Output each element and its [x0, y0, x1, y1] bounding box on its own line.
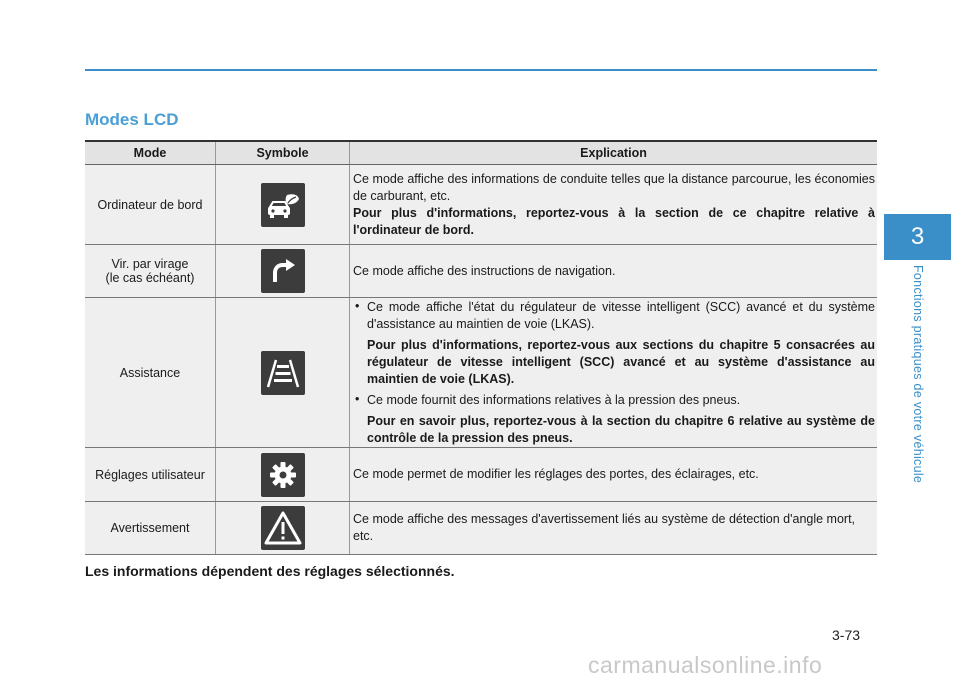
- list-item: [353, 299, 875, 388]
- table-header-row: [85, 141, 877, 165]
- list-item: [353, 392, 875, 447]
- explanation-cell: [350, 298, 878, 448]
- explanation-text: Ce mode affiche des messages d'avertissement liés au système de détection d'angle mort, etc.: [353, 512, 856, 543]
- header-explanation: Explication: [350, 141, 878, 165]
- explanation-cell: [350, 165, 878, 245]
- table-row: [85, 448, 877, 502]
- symbol-cell: [216, 448, 350, 502]
- chapter-side-label: Fonctions pratiques de votre véhicule: [911, 265, 925, 484]
- explanation-cell: [350, 502, 878, 555]
- symbol-cell: [216, 298, 350, 448]
- mode-label-line2: (le cas échéant): [105, 271, 195, 285]
- mode-cell: Assistance: [85, 298, 216, 448]
- explanation-bullets: [353, 299, 875, 447]
- mode-cell: Ordinateur de bord: [85, 165, 216, 245]
- trip-computer-car-leaf-icon: [261, 183, 305, 227]
- section-title: Modes LCD: [85, 110, 179, 129]
- explanation-text: Ce mode permet de modifier les réglages des portes, des éclairages, etc.: [353, 467, 759, 481]
- watermark: carmanualsonline.info: [588, 652, 823, 678]
- bullet-reference: Pour plus d'informations, reportez-vous aux sections du chapitre 5 consacrées au régulateur de vitesse intelligent (SCC) avancé et au système d'assistance au maintien de voie (LKAS).: [367, 337, 875, 386]
- mode-label-line1: Vir. par virage: [111, 257, 189, 271]
- footer-note: Les informations dépendent des réglages sélectionnés.: [85, 563, 455, 579]
- bullet-reference: Pour en savoir plus, reportez-vous à la section du chapitre 6 relative au système de contrôle de la pression des pneus.: [367, 413, 875, 445]
- table-row: [85, 502, 877, 555]
- header-mode: Mode: [85, 141, 216, 165]
- turn-arrow-icon: [261, 249, 305, 293]
- explanation-text: Ce mode affiche des instructions de navigation.: [353, 263, 616, 278]
- page-number: 3-73: [832, 627, 861, 643]
- bullet-text: • Ce mode fournit des informations relatives à la pression des pneus.: [367, 392, 741, 407]
- symbol-cell: [216, 165, 350, 245]
- mode-cell: [85, 245, 216, 298]
- table-row: [85, 245, 877, 298]
- warning-triangle-icon: [261, 506, 305, 550]
- explanation-text: Ce mode affiche des informations de conduite telles que la distance parcourue, les économies de carburant, etc.: [353, 171, 875, 203]
- explanation-cell: [350, 448, 878, 502]
- table-row: [85, 165, 877, 245]
- lane-assist-icon: [261, 351, 305, 395]
- chapter-badge: 3: [884, 214, 951, 260]
- gear-icon: [261, 453, 305, 497]
- lcd-modes-table: [85, 140, 877, 555]
- table-row: [85, 298, 877, 448]
- explanation-cell: [350, 245, 878, 298]
- header-symbol: Symbole: [216, 141, 350, 165]
- explanation-reference: Pour plus d'informations, reportez-vous à la section de ce chapitre relative à l'ordinateur de bord.: [353, 205, 875, 237]
- mode-cell: Avertissement: [85, 502, 216, 555]
- bullet-text: • Ce mode affiche l'état du régulateur de vitesse intelligent (SCC) avancé et du système d'assistance au maintien de voie (LKAS).: [367, 299, 875, 331]
- mode-cell: Réglages utilisateur: [85, 448, 216, 502]
- symbol-cell: [216, 245, 350, 298]
- symbol-cell: [216, 502, 350, 555]
- top-rule: [85, 69, 877, 71]
